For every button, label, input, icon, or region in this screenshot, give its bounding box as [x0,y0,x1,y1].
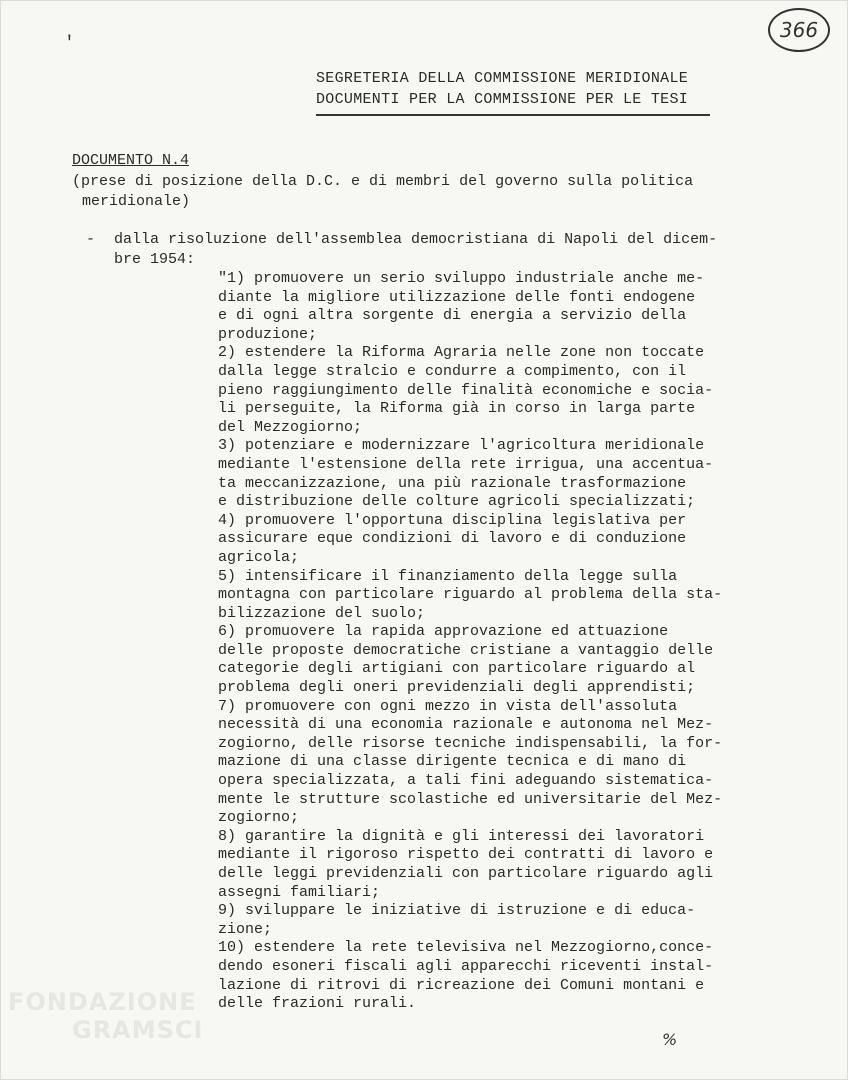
resolution-line: produzione; [218,325,318,343]
resolution-line: 9) sviluppare le iniziative di istruzione e di educa- [218,902,696,920]
resolution-line: mediante l'estensione della rete irrigua, una accentua- [218,455,714,473]
resolution-line: dendo esoneri fiscali agli apparecchi riceventi instal- [218,957,714,975]
resolution-line: pieno raggiungimento delle finalità economiche e socia- [218,381,714,399]
resolution-line: 8) garantire la dignità e gli interessi dei lavoratori [218,827,705,845]
resolution-line: assegni familiari; [218,883,381,901]
resolution-line: 10) estendere la rete televisiva nel Mezzogiorno,conce- [218,939,714,957]
header-line1: SEGRETERIA DELLA COMMISSIONE MERIDIONALE [316,70,689,87]
resolution-line: 2) estendere la Riforma Agraria nelle zone non toccate [218,344,705,362]
document-subtitle [72,172,772,212]
resolution-line: 4) promuovere l'opportuna disciplina legislativa per [218,511,687,529]
resolution-line: 6) promuovere la rapida approvazione ed attuazione [218,623,669,641]
resolution-line: "1) promuovere un serio sviluppo industriale anche me- [218,270,705,287]
resolution-line: zogiorno; [218,809,300,827]
resolution-line: categorie degli artigiani con particolare riguardo al [218,660,696,678]
header-line2: DOCUMENTI PER LA COMMISSIONE PER LE TESI [316,91,689,108]
resolution-line: 5) intensificare il finanziamento della legge sulla [218,567,678,585]
subtitle-line1: (prese di posizione della D.C. e di membri del governo sulla politica [72,173,694,190]
resolution-line: ta meccanizzazione, una più razionale trasformazione [218,474,687,492]
document-title: DOCUMENTO N.4 [72,152,190,169]
resolution-line: mediante il rigoroso rispetto dei contratti di lavoro e [218,846,714,864]
resolution-line: li perseguite, la Riforma già in corso in larga parte [218,400,696,418]
footer-mark: % [662,1030,678,1049]
header-rule [316,114,710,116]
watermark-line1: FONDAZIONE [8,988,197,1016]
intro-line1: dalla risoluzione dell'assemblea democristiana di Napoli del dicem- [114,231,718,248]
resolution-line: dalla legge stralcio e condurre a compimento, con il [218,362,687,380]
resolution-line: delle proposte democratiche cristiane a vantaggio delle [218,641,714,659]
watermark-line2: GRAMSCI [72,1016,204,1044]
resolution-line: bilizzazione del suolo; [218,604,426,622]
resolution-line: e di ogni altra sorgente di energia a servizio della [218,307,687,325]
resolution-line: mente le strutture scolastiche ed universitarie del Mez- [218,790,723,808]
resolution-line: del Mezzogiorno; [218,418,363,436]
resolution-line: e distribuzione delle colture agricoli specializzati; [218,493,696,511]
resolution-items [218,270,778,1014]
margin-tick-mark: ′ [64,34,75,54]
page-number-stamp: 366 [768,8,830,52]
resolution-line: necessità di una economia razionale e autonoma nel Mez- [218,716,714,734]
resolution-line: zione; [218,920,273,938]
intro-paragraph [86,230,766,270]
intro-line2: bre 1954: [114,251,196,268]
resolution-line: mazione di una classe dirigente tecnica e di mano di [218,753,687,771]
resolution-line: delle frazioni rurali. [218,995,417,1013]
header [316,68,716,110]
intro-dash: - [86,231,96,248]
resolution-line: assicurare eque condizioni di lavoro e di conduzione [218,530,687,548]
resolution-line: problema degli oneri previdenziali degli apprendisti; [218,679,696,697]
resolution-line: opera specializzata, a tali fini adeguando sistematica- [218,772,714,790]
resolution-line: delle leggi previdenziali con particolare riguardo agli [218,865,714,882]
resolution-line: diante la migliore utilizzazione delle fonti endogene [218,288,696,306]
resolution-line: 7) promuovere con ogni mezzo in vista dell'assoluta [218,697,678,715]
resolution-line: 3) potenziare e modernizzare l'agricoltura meridionale [218,437,705,455]
watermark [8,988,218,1068]
subtitle-line2: meridionale) [82,193,191,210]
resolution-line: montagna con particolare riguardo al problema della sta- [218,586,723,604]
resolution-line: agricola; [218,548,300,566]
resolution-line: lazione di ritrovi di ricreazione dei Comuni montani e [218,976,705,994]
resolution-line: zogiorno, delle risorse tecniche indispensabili, la for- [218,734,723,752]
